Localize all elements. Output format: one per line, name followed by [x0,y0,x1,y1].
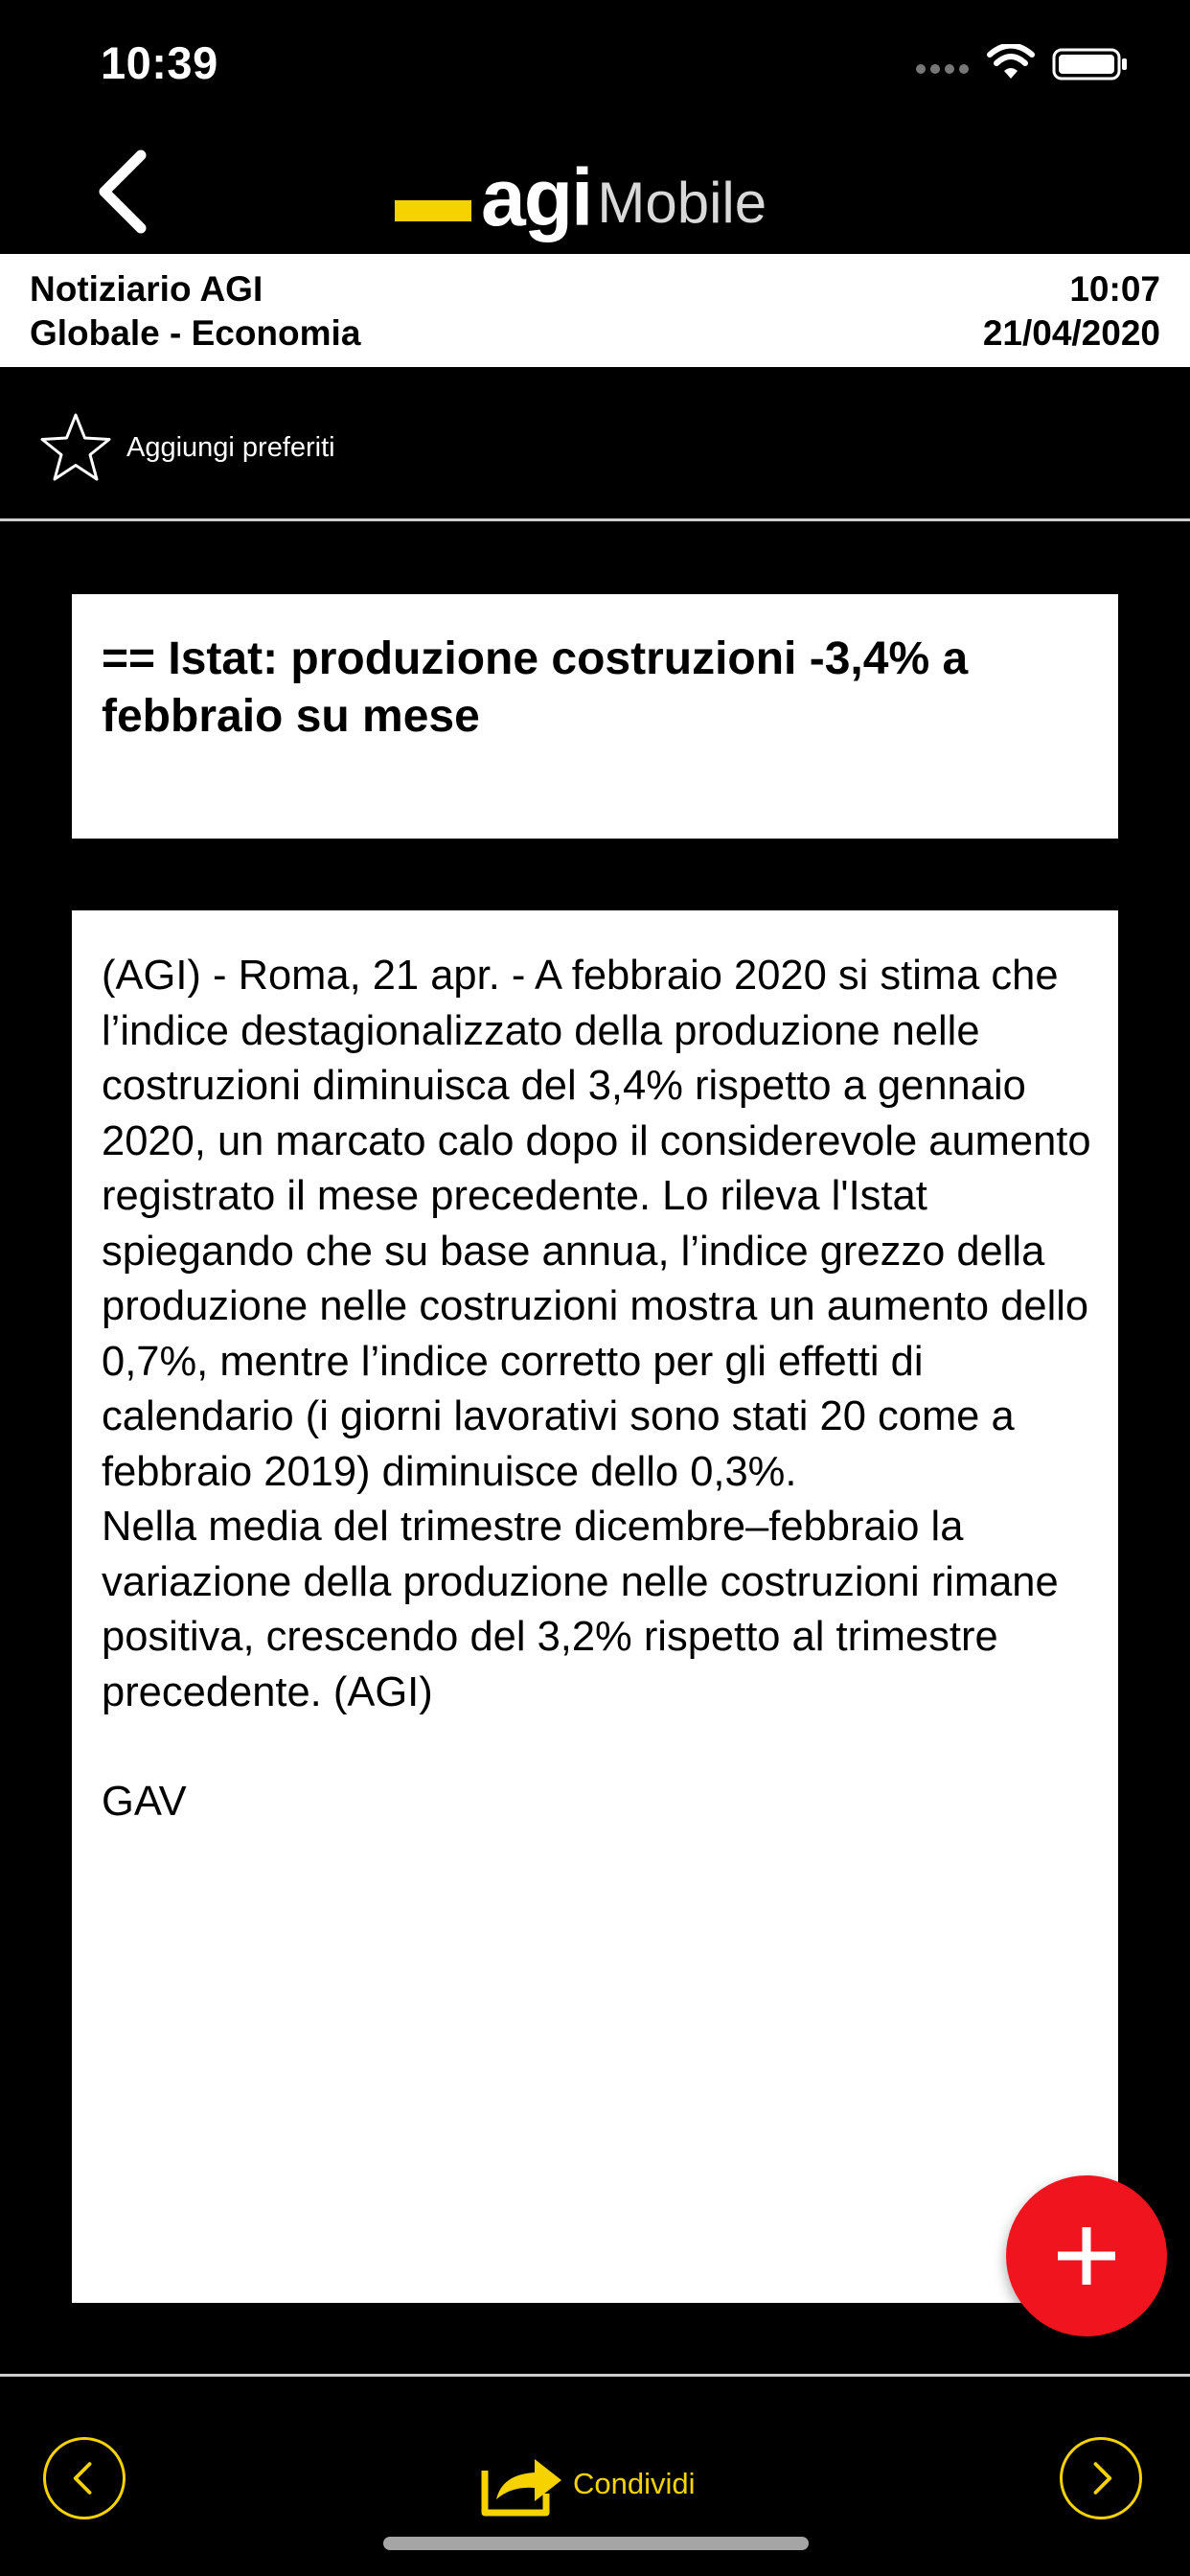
logo-mobile-text: Mobile [597,171,767,235]
article-title-card [72,594,1118,839]
previous-article-button[interactable] [43,2437,126,2519]
chevron-left-circle-icon [46,2440,123,2517]
back-button[interactable] [91,144,158,240]
article-title: == Istat: produzione costruzioni -3,4% a febbraio su mese [102,633,969,742]
add-favorites-button[interactable] [38,410,335,485]
add-fab-button[interactable] [1006,2175,1167,2336]
article-body-card [72,910,1118,2303]
chevron-right-circle-icon [1063,2440,1139,2517]
share-button[interactable] [479,2451,696,2517]
cellular-signal-icon [915,61,971,77]
article-time: 10:07 [1069,269,1160,309]
wifi-icon [987,44,1035,80]
article-date: 21/04/2020 [982,313,1160,353]
source-line-2: Globale - Economia [30,313,361,353]
article-source [30,267,360,356]
agi-mobile-logo [395,151,767,242]
share-icon [479,2451,567,2517]
article-info-bar [0,254,1190,367]
article-body: (AGI) - Roma, 21 apr. - A febbraio 2020 si stima che l’indice destagionalizzato della produzione nelle costruzioni diminuisca del 3,4% rispetto a gennaio 2020, un marcato calo dopo il considerevole aumento registrato il mese precedente. Lo rileva l'Istat spiegando che su base annua, l’indice grezzo della produzione nelle costruzioni mostra un aumento dello 0,7%, mentre l’indice corretto per gli effetti di calendario (i giorni lavorativi sono stati 20 come a febbraio 2019) diminuisce dello 0,3%. Nella media del trimestre dicembre–febbraio la variazione della produzione nelle costruzioni rimane positiva, crescendo del 3,2% rispetto al trimestre precedente. (AGI) [102,953,1091,1715]
logo-agi-text: agi [481,152,592,242]
article-signature: GAV [102,1779,187,1825]
next-article-button[interactable] [1060,2437,1142,2519]
chevron-left-icon [91,144,158,240]
divider-bottom [0,2374,1190,2377]
share-label: Condividi [573,2467,696,2500]
home-indicator[interactable] [383,2537,809,2550]
star-outline-icon [38,410,113,485]
divider-top [0,518,1190,521]
source-line-1: Notiziario AGI [30,269,263,309]
add-favorites-label: Aggiungi preferiti [126,431,335,463]
article-timestamp [983,267,1160,356]
battery-icon [1052,48,1129,80]
status-time: 10:39 [101,37,218,88]
logo-yellow-bar [395,200,471,221]
